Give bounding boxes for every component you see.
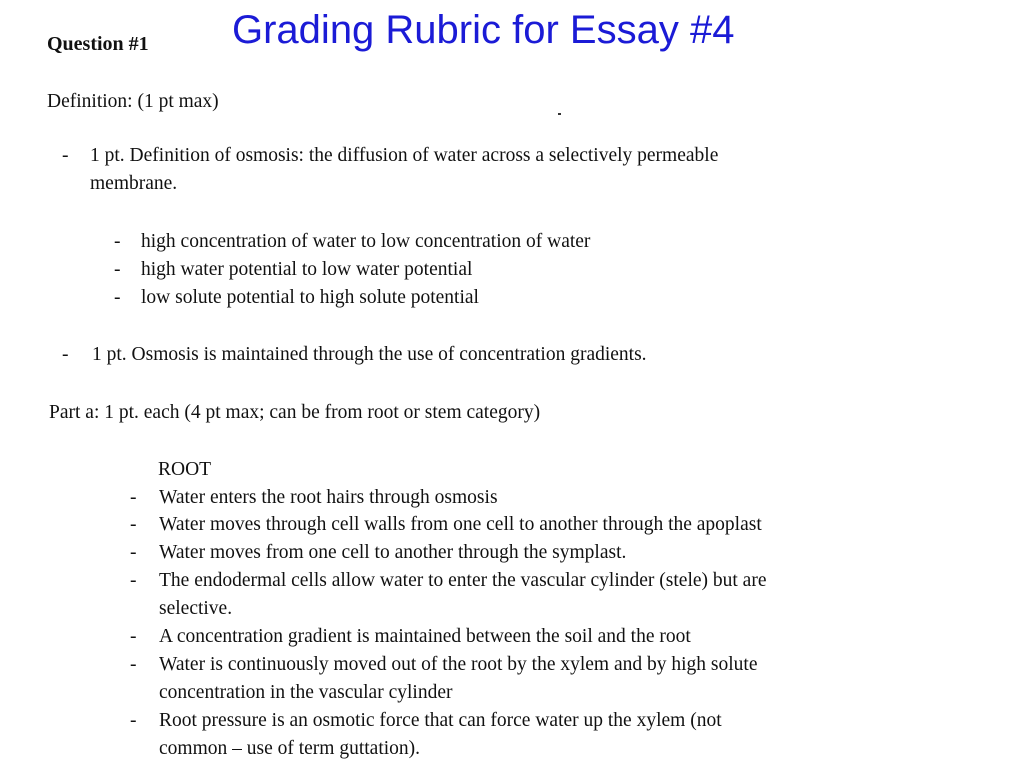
definition-point-1-line1: 1 pt. Definition of osmosis: the diffusion of water across a selectively permeable [90,145,719,166]
root-item: - Water enters the root hairs through osmosis [130,484,910,512]
definition-point-2-text: 1 pt. Osmosis is maintained through the use of concentration gradients. [92,344,647,365]
bullet-dash: - [130,570,137,591]
root-item: - Root pressure is an osmotic force that can force water up the xylem (not common – use of term guttation). [130,707,910,763]
definition-sub-item: - high water potential to low water potential [114,256,734,284]
bullet-dash: - [114,287,121,308]
scan-speck [558,113,561,115]
bullet-dash: - [62,145,69,166]
question-heading: Question #1 [47,33,149,55]
slide-title: Grading Rubric for Essay #4 [232,8,735,52]
root-item: - Water moves from one cell to another through the symplast. [130,539,910,567]
root-item: - A concentration gradient is maintained between the soil and the root [130,623,910,651]
root-item: - Water moves through cell walls from one cell to another through the apoplast [130,511,910,539]
definition-point-1-line2: membrane. [90,173,178,194]
bullet-dash: - [130,626,137,647]
root-item: - Water is continuously moved out of the root by the xylem and by high solute concentration in the vascular cylinder [130,651,910,707]
bullet-dash: - [130,487,137,508]
part-a-heading: Part a: 1 pt. each (4 pt max; can be from root or stem category) [49,402,541,423]
bullet-dash: - [62,344,69,365]
bullet-dash: - [130,514,137,535]
definition-point-1 [62,142,882,198]
definition-sub-item: - high concentration of water to low concentration of water [114,228,734,256]
bullet-dash: - [114,259,121,280]
bullet-dash: - [130,654,137,675]
definition-sub-item: - low solute potential to high solute potential [114,284,734,312]
bullet-dash: - [130,710,137,731]
definition-point-2 [62,341,822,369]
bullet-dash: - [114,231,121,252]
bullet-dash: - [130,542,137,563]
part-a-category: ROOT [158,459,212,480]
root-item: - The endodermal cells allow water to enter the vascular cylinder (stele) but are selective. [130,567,910,623]
definition-heading: Definition: (1 pt max) [47,91,219,112]
